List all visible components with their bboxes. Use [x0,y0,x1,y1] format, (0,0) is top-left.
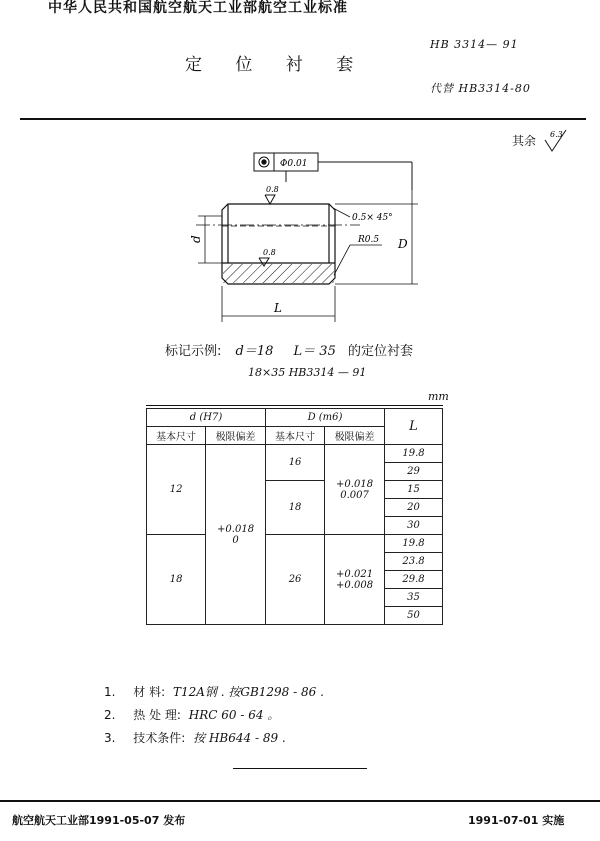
note-3 [104,729,286,746]
cell-L-0: 19.8 [385,445,443,463]
D-tol2-upper: +0.021 [336,568,374,580]
dim-L-label: L [274,301,282,315]
note-3-num: 3. [104,731,116,745]
cell-L-8: 35 [385,589,443,607]
roughness-top-value: 0.8 [266,185,279,194]
cell-D-tol2 [325,535,385,625]
D-tol1-upper: +0.018 [336,478,374,490]
cell-L-6: 23.8 [385,553,443,571]
cell-L-1: 29 [385,463,443,481]
roughness-rest-value: 6.3 [550,130,563,139]
marking-example-line2: 18×35 HB3314 — 91 [248,366,367,379]
dim-D-label: D [398,237,408,251]
note-1-label: 材 料: [133,685,166,699]
cell-L-5: 19.8 [385,535,443,553]
cell-D-16: 16 [265,445,324,481]
note-2-value: HRC 60 - 64 。 [188,708,280,722]
cell-d-12: 12 [147,445,206,535]
cell-d-18: 18 [147,535,206,625]
roughness-bottom-value: 0.8 [263,248,276,257]
cell-L-2: 15 [385,481,443,499]
footer-rule [0,800,600,802]
header-d: d (H7) [147,409,266,427]
footer-issued: 航空航天工业部1991-05-07 发布 [12,814,186,827]
note-1-value: T12A钢 . 按GB1298 - 86 . [172,685,324,699]
header-L: L [385,409,443,445]
marking-d: d＝18 [235,344,274,359]
marking-example-line1 [165,340,413,359]
table-top-rule [146,405,443,406]
note-2 [104,706,279,723]
note-2-num: 2. [104,708,116,722]
cell-D-18: 18 [265,481,324,535]
marking-prefix: 标记示例: [165,344,222,359]
standard-org-title: 中华人民共和国航空航天工业部航空工业标准 [48,0,348,16]
replaces-standard: 代替 HB3314-80 [430,82,531,95]
subheader-D-basic: 基本尺寸 [265,427,324,445]
subheader-d-dev: 极限偏差 [206,427,266,445]
table-unit: mm [428,390,449,403]
footer-effective: 1991-07-01 实施 [468,814,565,827]
cell-D-26: 26 [265,535,324,625]
marking-suffix: 的定位衬套 [348,344,414,359]
drawing-bushing [0,120,600,450]
dim-d-label: d [189,235,203,243]
header-D: D (m6) [265,409,384,427]
cell-L-9: 50 [385,607,443,625]
subheader-D-dev: 极限偏差 [325,427,385,445]
note-2-label: 热 处 理: [133,708,181,722]
radius-label: R0.5 [358,235,380,245]
d-tol-upper: +0.018 [217,523,255,535]
note-3-label: 技术条件: [133,731,186,745]
cell-L-4: 30 [385,517,443,535]
dimension-table [146,408,443,625]
cell-D-tol1 [325,445,385,535]
end-rule [233,768,367,769]
note-1-num: 1. [104,685,116,699]
surface-rest-label: 其余 [512,134,537,148]
roughness-symbol-top [265,195,275,204]
standard-number: HB 3314— 91 [430,38,519,51]
cell-d-tol [206,445,266,625]
d-tol-lower: 0 [232,534,239,546]
D-tol1-lower: 0.007 [340,489,369,501]
tolerance-value: Φ0.01 [280,159,308,169]
marking-L: L＝ 35 [293,344,336,359]
cell-L-7: 29.8 [385,571,443,589]
section-hatch [223,264,334,283]
chamfer-label: 0.5× 45° [352,213,393,223]
document-title: 定 位 衬 套 [185,55,368,75]
D-tol2-lower: +0.008 [336,579,374,591]
note-1 [104,683,324,700]
note-3-value: 按 HB644 - 89 . [193,731,286,745]
subheader-d-basic: 基本尺寸 [147,427,206,445]
cell-L-3: 20 [385,499,443,517]
